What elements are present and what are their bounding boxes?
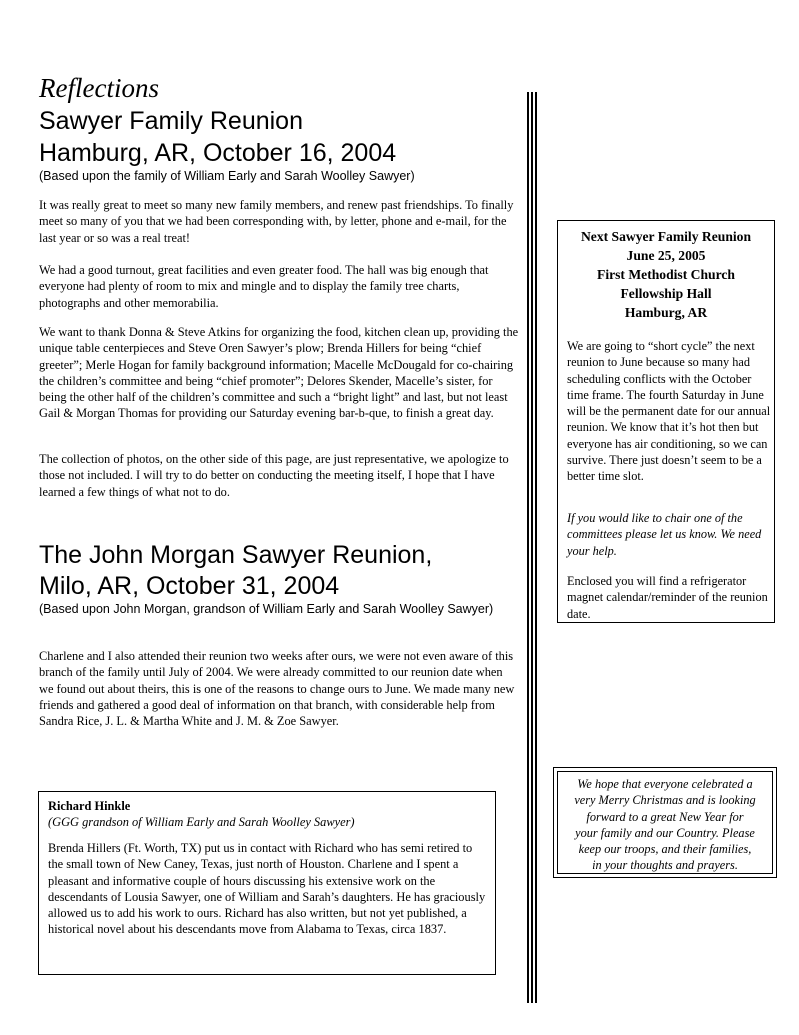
heading-line: Hamburg, AR: [624, 305, 708, 320]
article2-paragraph: Charlene and I also attended their reunion two weeks after ours, we were not even aware of this branch of the family until July of 2004. We were already committed to our reunion date when we found out about theirs, this is one of the reasons to change ours to June. We made many new friends and gathered a good deal of information on that branch, with considerable help from Sandra Rice, J. L. & Martha White and J. M. & Zoe Sawyer.: [39, 649, 515, 729]
article2-title-line2: Milo, AR, October 31, 2004: [39, 572, 340, 600]
next-reunion-heading: [558, 227, 774, 322]
next-reunion-box: [557, 220, 775, 623]
heading-line: First Methodist Church: [597, 267, 735, 282]
article-paragraph: It was really great to meet so many new family members, and renew past friendships. To finally meet so many of you that we had been corresponding with, by letter, phone and e-mail, for the last year or so was a real treat!: [39, 198, 514, 245]
holiday-line: very Merry Christmas and is looking: [574, 793, 756, 808]
article2-title-line1: The John Morgan Sawyer Reunion,: [39, 541, 433, 569]
article-title-line1: Sawyer Family Reunion: [39, 107, 303, 135]
heading-line: Next Sawyer Family Reunion: [580, 229, 752, 244]
hinkle-description: (GGG grandson of William Early and Sarah Woolley Sawyer): [48, 815, 355, 829]
holiday-line: in your thoughts and prayers.: [592, 858, 738, 873]
holiday-message: [562, 776, 768, 874]
committee-request: If you would like to chair one of the committees please let us know. We need your help.: [567, 511, 762, 558]
article-paragraph: We had a good turnout, great facilities and even greater food. The hall was big enough that everyone had plenty of room to mix and mingle and to display the family tree charts, photographs and other memorabilia.: [39, 263, 489, 310]
article2-subtitle: (Based upon John Morgan, grandson of William Early and Sarah Woolley Sawyer): [39, 602, 494, 616]
hinkle-name: Richard Hinkle: [48, 799, 131, 813]
holiday-line: keep our troops, and their families,: [578, 842, 752, 857]
heading-line: Fellowship Hall: [620, 286, 712, 301]
holiday-line: forward to a great New Year for: [586, 809, 744, 824]
article-paragraph: We want to thank Donna & Steve Atkins for organizing the food, kitchen clean up, providing the unique table centerpieces and Steve Oren Sawyer’s plow; Brenda Hillers for being “chief greeter”; Merle Hogan for family background information; Macelle McDougald for co-chairing the children’s committee and being “chief promoter”; Delores Skender, Macelle’s sister, for being the other half of the children’s committee and such a “bright light” and last, but not least Gail & Morgan Thomas for providing our Saturday evening bar-b-que, to finish a great day.: [39, 325, 519, 421]
richard-hinkle-box: [38, 791, 496, 975]
holiday-line: your family and our Country. Please: [575, 825, 755, 840]
column-divider: [527, 92, 537, 1003]
magnet-note: Enclosed you will find a refrigerator magnet calendar/reminder of the reunion date.: [567, 574, 768, 621]
article-subtitle: (Based upon the family of William Early and Sarah Woolley Sawyer): [39, 169, 415, 183]
heading-line: June 25, 2005: [626, 248, 706, 263]
section-kicker: Reflections: [39, 73, 159, 103]
holiday-line: We hope that everyone celebrated a: [577, 777, 753, 791]
next-reunion-paragraph: We are going to “short cycle” the next reunion to June because so many had scheduling conflicts with the October time frame. The fourth Saturday in June will be the permanent date for our annual reunion. We know that it’s hot then but everyone has air conditioning, so we can survive. There just doesn’t seem to be a better time slot.: [567, 339, 771, 484]
article-paragraph: The collection of photos, on the other side of this page, are just representative, we apologize to those not included. I will try to do better on conducting the meeting itself, I hope that I have learned a few things of what not to do.: [39, 452, 509, 499]
holiday-greeting-box: [553, 767, 777, 878]
hinkle-body: Brenda Hillers (Ft. Worth, TX) put us in contact with Richard who has semi retired to the small town of New Caney, Texas, just north of Houston. Charlene and I spent a pleasant and informative couple of hours discussing his extensive work on the descendants of Lousia Sawyer, one of William and Sarah’s daughters. He has graciously allowed us to add his work to ours. Richard has also written, but not yet published, a historical novel about his descendants move from Alabama to Texas, circa 1837.: [48, 841, 486, 937]
article-title-line2: Hamburg, AR, October 16, 2004: [39, 139, 397, 167]
